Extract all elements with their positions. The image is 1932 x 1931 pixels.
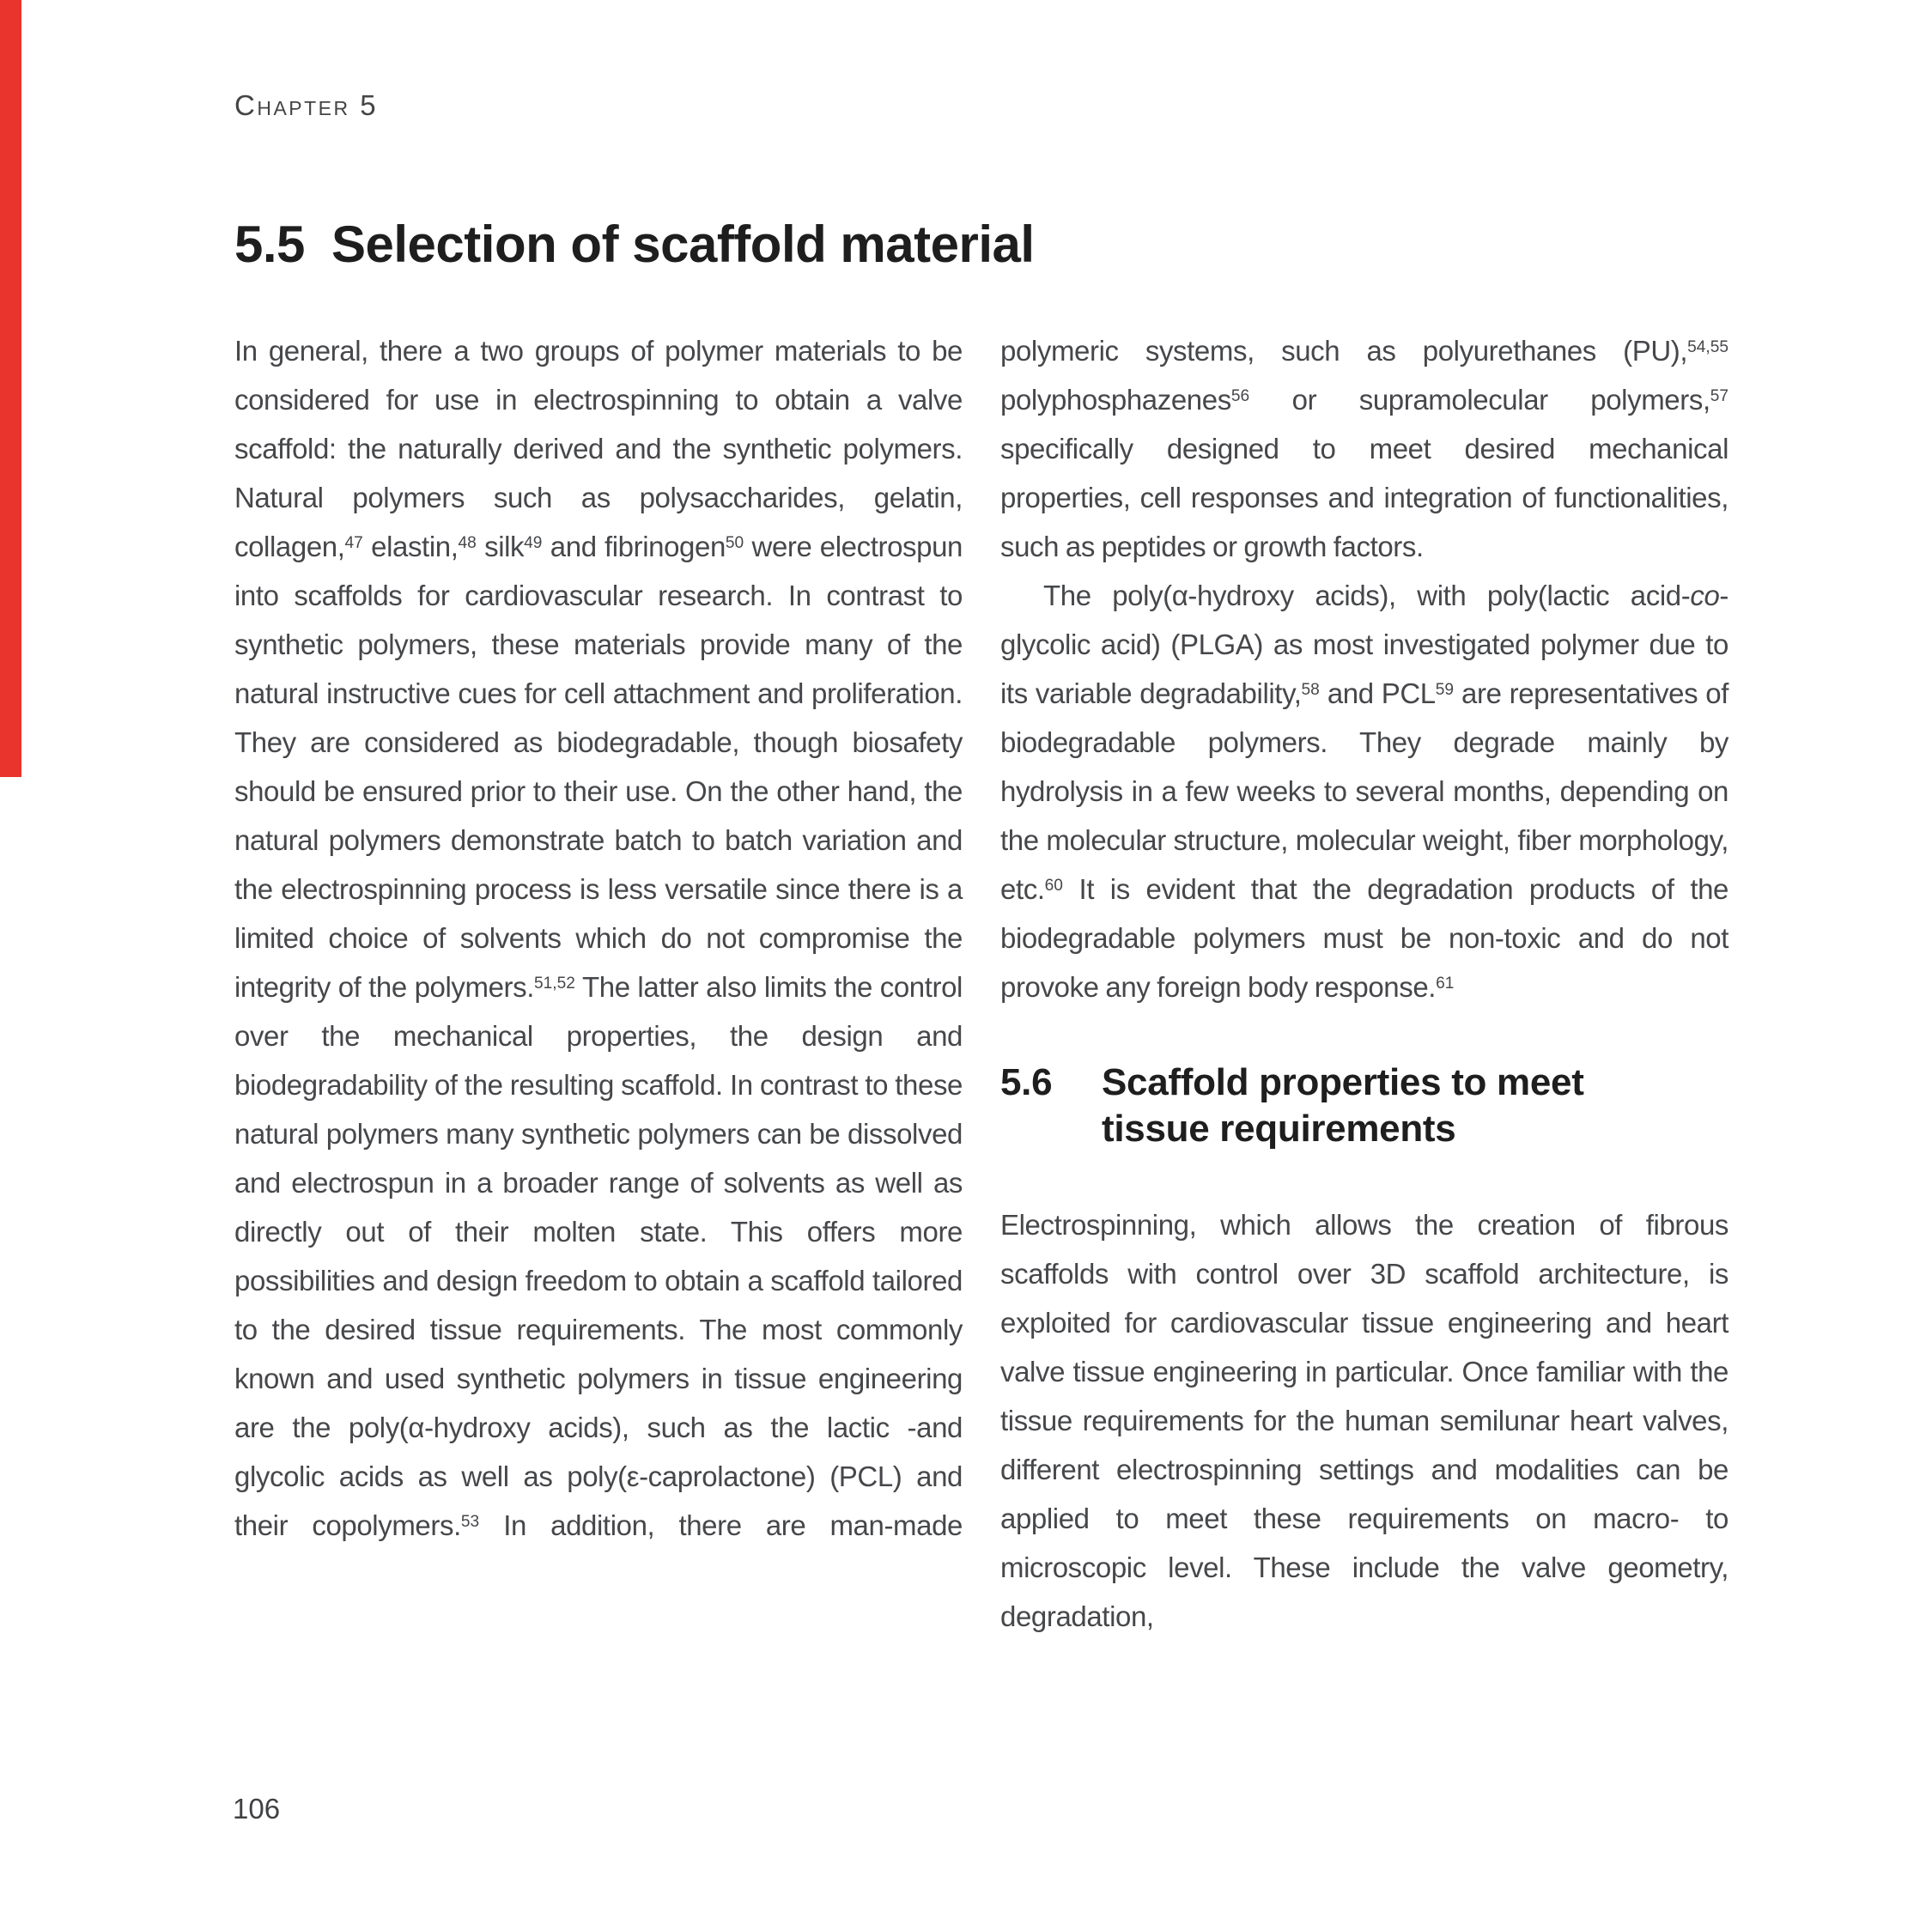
section-5-6-title: [1102, 1060, 1584, 1152]
running-header: Chapter 5: [234, 89, 379, 121]
right-column-paragraph-1: polymeric systems, such as polyurethanes (PU),$^{54,55}$ polyphosphazenes$^{56}$ or supramolecular polymers,$^{57}$ specifically designed to meet desired mechanical properties, cell responses and integration of functionalities, such as peptides or growth factors.: [1000, 335, 1728, 562]
accent-bar: [0, 0, 21, 777]
section-5-6-title-line-2: tissue requirements: [1102, 1108, 1456, 1150]
two-column-text: [234, 326, 1728, 1641]
page-number: 106: [233, 1793, 281, 1825]
section-5-6-heading: [1000, 1060, 1728, 1152]
section-5-5-heading: [234, 216, 1035, 273]
left-column-paragraph: In general, there a two groups of polymer materials to be considered for use in electrospinning to obtain a valve scaffold: the naturally derived and the synthetic polymers. Natural polymers such as polysaccharides, gelatin, collagen,$^{47}$ elastin,$^{48}$ silk$^{49}$ and fibrinogen$^{50}$ were electrospun into scaffolds for cardiovascular research. In contrast to synthetic polymers, these materials provide many of the natural instructive cues for cell attachment and proliferation. They are considered as biodegradable, though biosafety should be ensured prior to their use. On the other hand, the natural polymers demonstrate batch to batch variation and the electrospinning process is less versatile since there is a limited choice of solvents which do not compromise the integrity of the polymers.$^{51,52}$ The latter also limits the control over the mechanical properties, the design and biodegradability of the resulting scaffold. In contrast to these natural polymers many synthetic polymers can be dissolved and electrospun in a broader range of solvents as well as directly out of their molten state. This offers more possibilities and design freedom to obtain a scaffold tailored to the desired tissue requirements. The most commonly known and used synthetic polymers in tissue engineering are the poly(α-hydroxy acids), such as the lactic -and glycolic acids as well as poly(ε-caprolactone) (PCL) and their copolymers.$^{53}$ In addition, there are man-made: [234, 335, 963, 1541]
left-column: [234, 326, 963, 1641]
right-column: [1000, 326, 1728, 1641]
right-column-paragraph-2: The poly(α-hydroxy acids), with poly(lactic acid-co-glycolic acid) (PLGA) as most investigated polymer due to its variable degradability,$^{58}$ and PCL$^{59}$ are representatives of biodegradable polymers. They degrade mainly by hydrolysis in a few weeks to several months, depending on the molecular structure, molecular weight, fiber morphology, etc.$^{60}$ It is evident that the degradation products of the biodegradable polymers must be non-toxic and do not provoke any foreign body response.$^{61}$: [1000, 580, 1728, 1003]
right-column-paragraph-3: Electrospinning, which allows the creation of fibrous scaffolds with control over 3D scaffold architecture, is exploited for cardiovascular tissue engineering and heart valve tissue engineering in particular. Once familiar with the tissue requirements for the human semilunar heart valves, different electrospinning settings and modalities can be applied to meet these requirements on macro- to microscopic level. These include the valve geometry, degradation,: [1000, 1209, 1728, 1632]
section-5-5-number: 5.5: [234, 216, 305, 273]
section-5-6-title-line-1: Scaffold properties to meet: [1102, 1061, 1584, 1103]
section-5-5-title: Selection of scaffold material: [331, 216, 1035, 273]
section-5-6-number: 5.6: [1000, 1061, 1053, 1103]
